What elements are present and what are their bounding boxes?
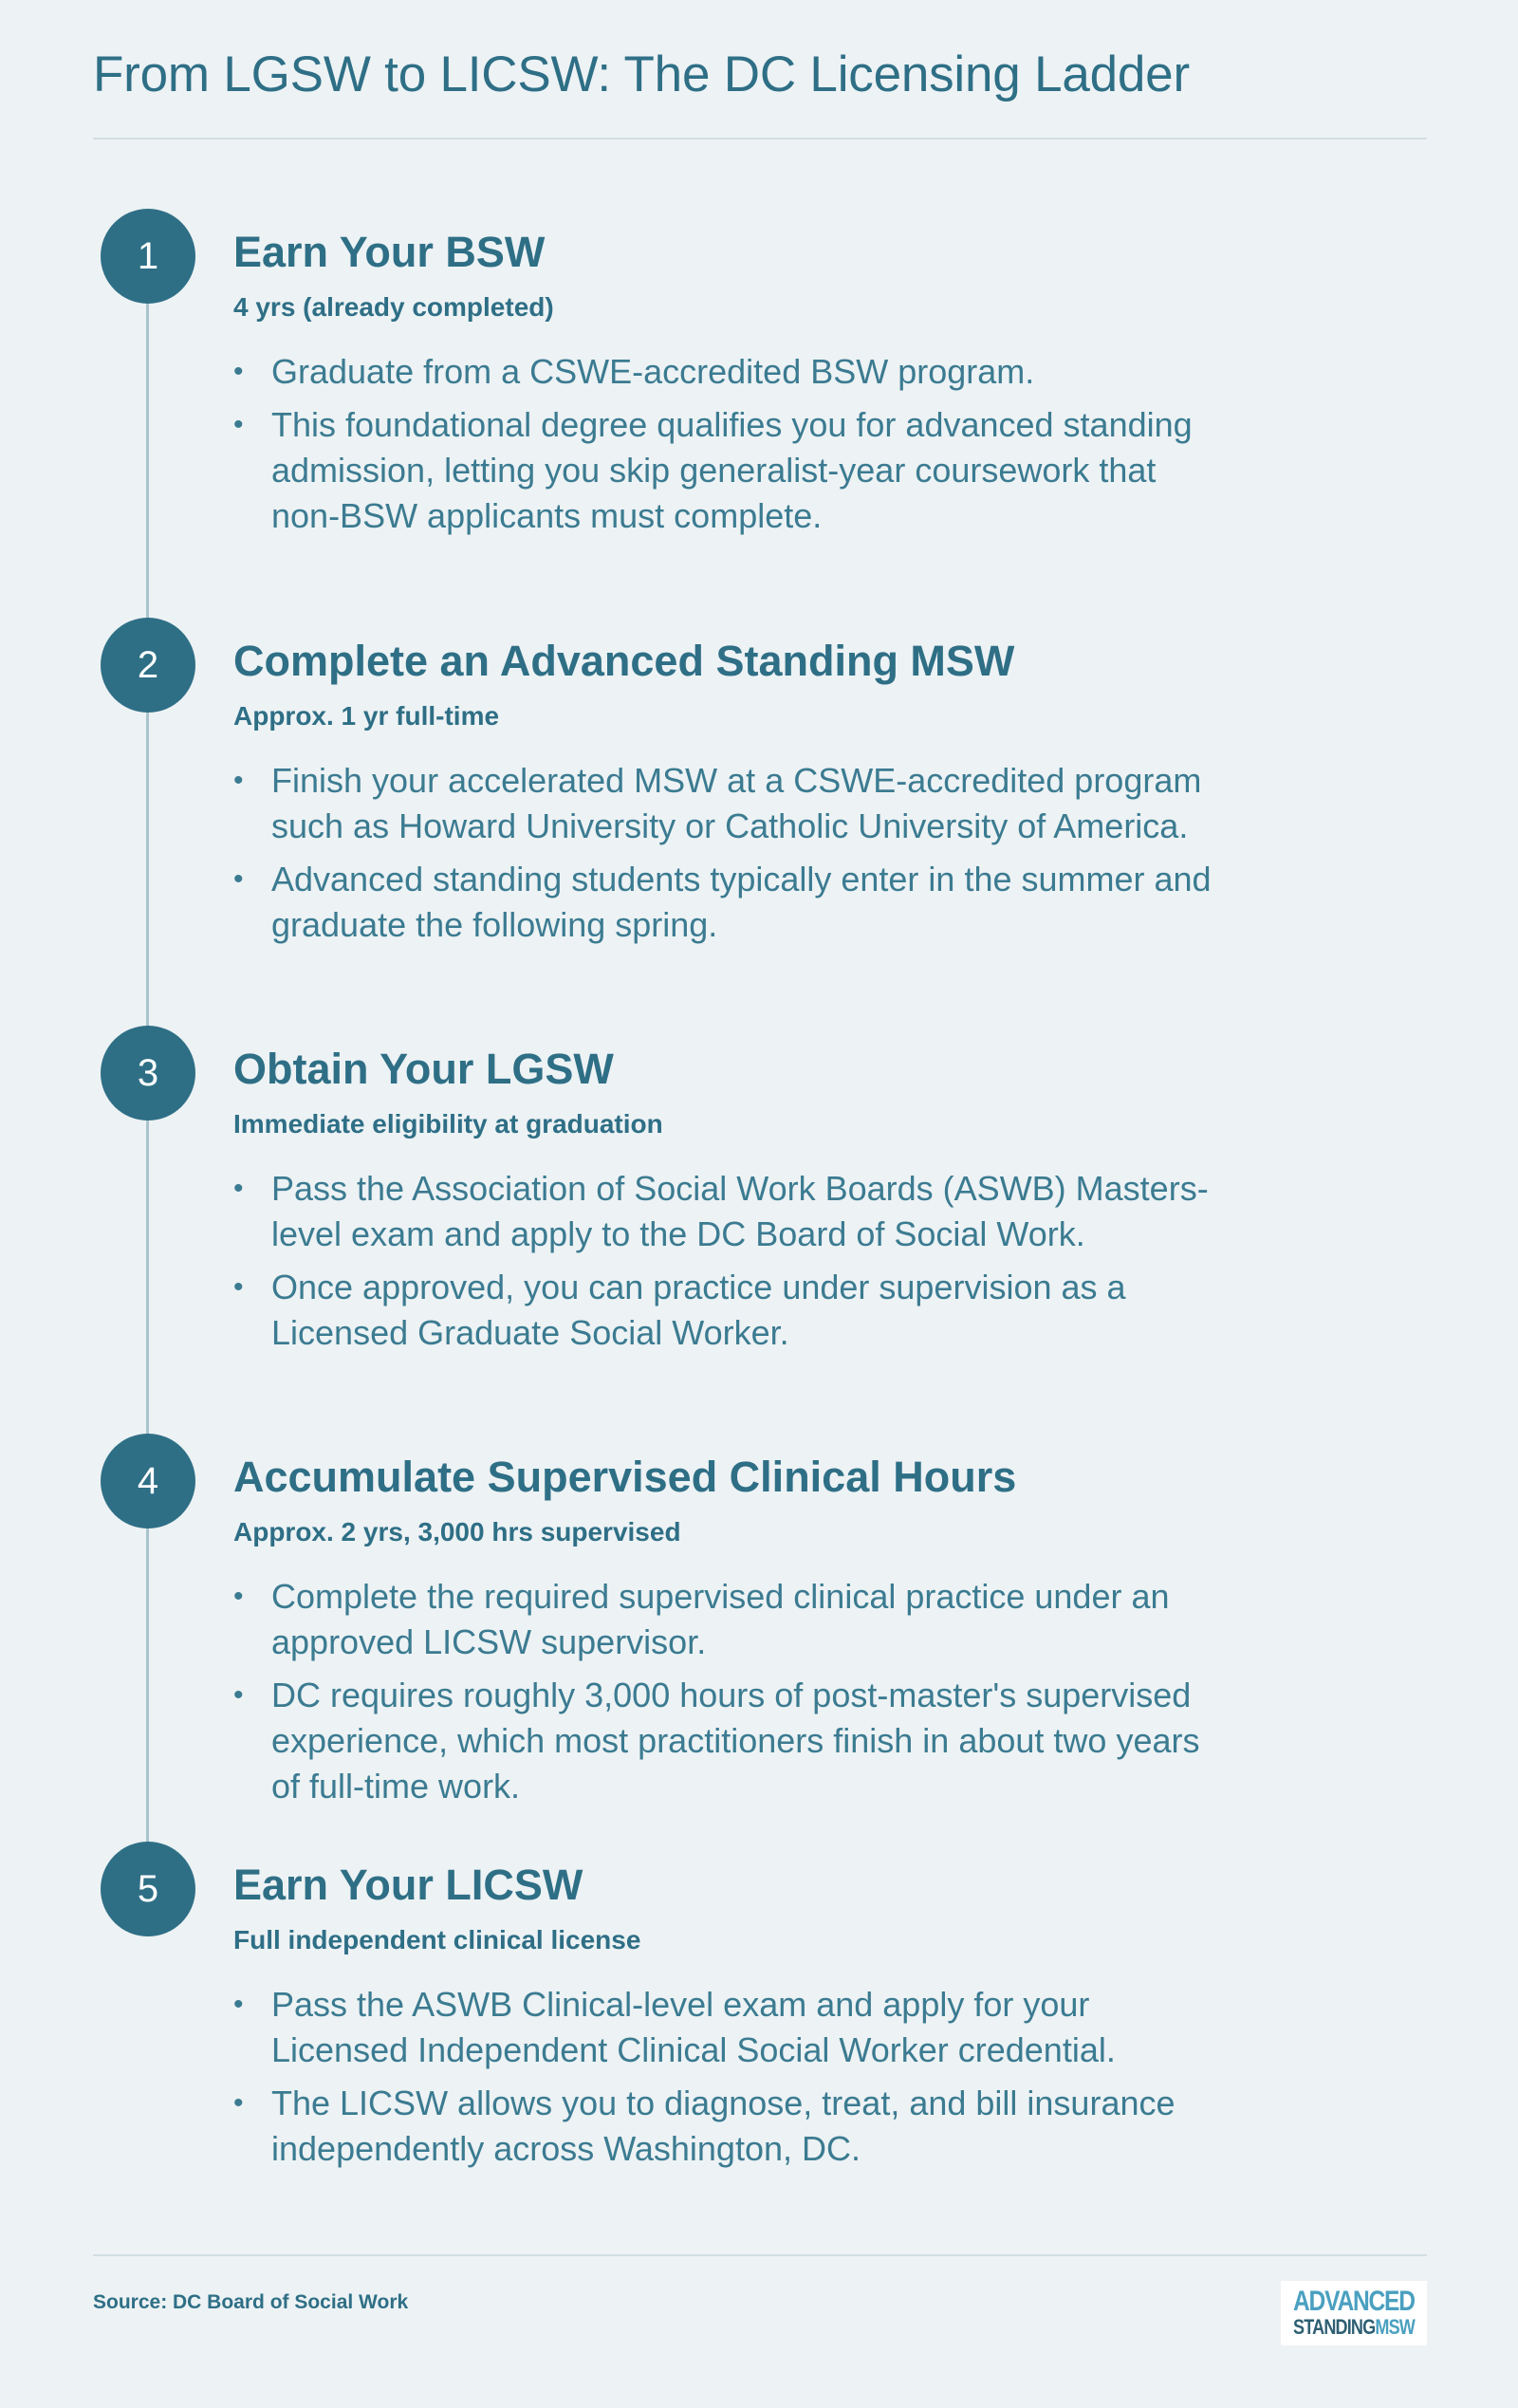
- step-duration: Approx. 2 yrs, 3,000 hrs supervised: [233, 1517, 681, 1547]
- logo-line-1: ADVANCED: [1293, 2286, 1415, 2317]
- bullet-item: • Advanced standing students typically enter in the summer and graduate the following spring.: [233, 857, 1230, 948]
- logo-standing: STANDING: [1293, 2315, 1376, 2339]
- step-title: Obtain Your LGSW: [233, 1045, 614, 1093]
- step-bullet-list: [233, 1574, 1230, 1817]
- step-number-badge: 4: [101, 1434, 195, 1528]
- header-divider: [93, 138, 1427, 139]
- step-duration: Full independent clinical license: [233, 1925, 641, 1954]
- page-title: From LGSW to LICSW: The DC Licensing Ladder: [93, 46, 1190, 102]
- logo-msw: MSW: [1375, 2315, 1415, 2339]
- bullet-item: • Pass the Association of Social Work Boards (ASWB) Masters-level exam and apply to the DC Board of Social Work.: [233, 1166, 1230, 1257]
- step-number-badge: 1: [101, 209, 195, 304]
- brand-logo: [1281, 2281, 1427, 2345]
- step-title: Accumulate Supervised Clinical Hours: [233, 1453, 1017, 1501]
- bullet-item: • Pass the ASWB Clinical-level exam and apply for your Licensed Independent Clinical Social Worker credential.: [233, 1982, 1230, 2073]
- step-bullet-list: [233, 1166, 1230, 1363]
- bullet-item: • DC requires roughly 3,000 hours of post-master's supervised experience, which most practitioners finish in about two years of full-time work.: [233, 1673, 1230, 1809]
- step-bullet-list: [233, 758, 1230, 955]
- step-number-badge: 2: [101, 618, 195, 713]
- bullet-item: • This foundational degree qualifies you for advanced standing admission, letting you skip generalist-year coursework that non-BSW applicants must complete.: [233, 402, 1230, 539]
- step-number-badge: 3: [101, 1026, 195, 1121]
- step-title: Earn Your BSW: [233, 228, 546, 276]
- step-duration: Approx. 1 yr full-time: [233, 701, 500, 731]
- bullet-item: • The LICSW allows you to diagnose, treat, and bill insurance independently across Washington, DC.: [233, 2081, 1230, 2172]
- step-duration: Immediate eligibility at graduation: [233, 1109, 663, 1139]
- source-note: Source: DC Board of Social Work: [93, 2291, 409, 2313]
- bullet-item: • Complete the required supervised clinical practice under an approved LICSW supervisor.: [233, 1574, 1230, 1665]
- bullet-item: • Finish your accelerated MSW at a CSWE-accredited program such as Howard University or Catholic University of America.: [233, 758, 1230, 849]
- footer-divider: [93, 2254, 1427, 2256]
- bullet-item: • Graduate from a CSWE-accredited BSW program.: [233, 349, 1230, 395]
- step-title: Complete an Advanced Standing MSW: [233, 637, 1015, 685]
- step-number-badge: 5: [101, 1842, 195, 1936]
- step-duration: 4 yrs (already completed): [233, 292, 554, 322]
- logo-line-2: [1293, 2316, 1415, 2339]
- step-title: Earn Your LICSW: [233, 1861, 583, 1909]
- bullet-item: • Once approved, you can practice under supervision as a Licensed Graduate Social Worker.: [233, 1265, 1230, 1356]
- step-bullet-list: [233, 349, 1230, 546]
- step-bullet-list: [233, 1982, 1230, 2179]
